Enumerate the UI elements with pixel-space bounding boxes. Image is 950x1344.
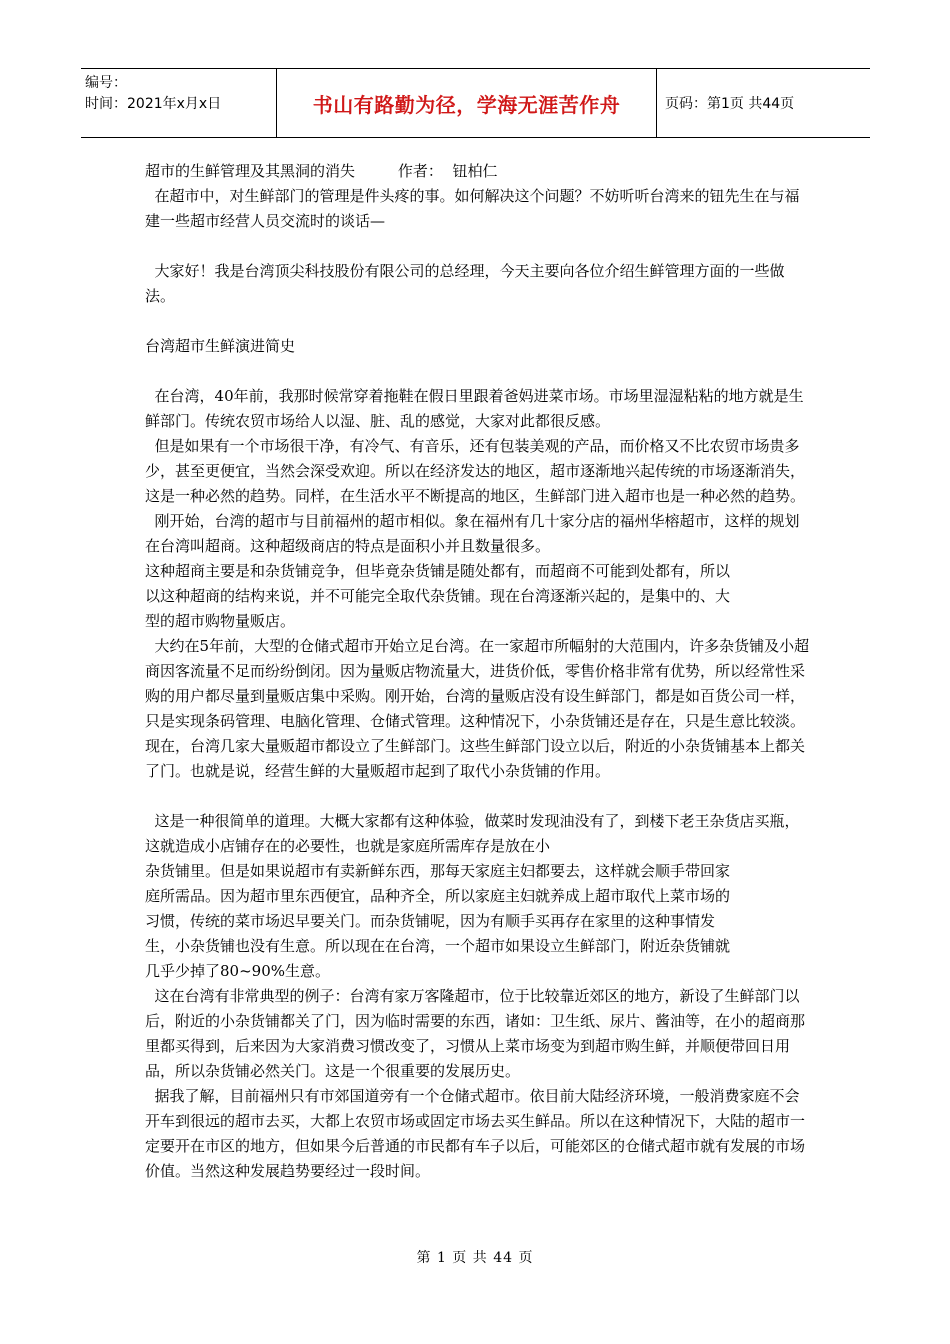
header-meta — [81, 69, 277, 137]
paragraph: 刚开始，台湾的超市与目前福州的超市相似。象在福州有几十家分店的福州华榕超市，这样的规划在台湾叫超商。这种超级商店的特点是面积小并且数量很多。 — [145, 512, 800, 555]
article-body — [145, 159, 810, 1184]
page-header — [81, 68, 870, 138]
document-time-label: 时间：2021年x月x日 — [85, 96, 222, 112]
paragraph-intro: 在超市中，对生鲜部门的管理是件头疼的事。如何解决这个问题？不妨听听台湾来的钮先生在与福建一些超市经营人员交流时的谈话— — [145, 187, 800, 230]
paragraph: 但是如果有一个市场很干净，有冷气、有音乐，还有包装美观的产品，而价格又不比农贸市场贵多少，甚至更便宜，当然会深受欢迎。所以在经济发达的地区，超市逐渐地兴起传统的市场逐渐消失，这是一种必然的趋势。同样，在生活水平不断提高的地区，生鲜部门进入超市也是一种必然的趋势。 — [145, 437, 806, 505]
paragraph: 在台湾，40年前，我那时候常穿着拖鞋在假日里跟着爸妈进菜市场。市场里湿湿粘粘的地方就是生鲜部门。传统农贸市场给人以湿、脏、乱的感觉，大家对此都很反感。 — [145, 387, 804, 430]
article-title-line: 超市的生鲜管理及其黑洞的消失 作者： 钮柏仁 — [145, 162, 498, 180]
header-page-number: 页码：第1页 共44页 — [665, 96, 795, 112]
paragraph: 大约在5年前，大型的仓储式超市开始立足台湾。在一家超市所幅射的大范围内，许多杂货铺及小超商因客流量不足而纷纷倒闭。因为量贩店物流量大，进货价低，零售价格非常有优势，所以经常性采购的用户都尽量到量贩店集中采购。刚开始，台湾的量贩店没有设生鲜部门，都是如百货公司一样，只是实现条码管理、电脑化管理、仓储式管理。这种情况下，小杂货铺还是存在，只是生意比较淡。现在，台湾几家大量贩超市都设立了生鲜部门。这些生鲜部门设立以后，附近的小杂货铺基本上都关了门。也就是说，经营生鲜的大量贩超市起到了取代小杂货铺的作用。 — [145, 637, 810, 780]
paragraph: 这在台湾有非常典型的例子：台湾有家万客隆超市，位于比较靠近郊区的地方，新设了生鲜部门以后，附近的小杂货铺都关了门，因为临时需要的东西，诸如：卫生纸、尿片、酱油等，在小的超商那里都买得到，后来因为大家消费习惯改变了，习惯从上菜市场变为到超市购生鲜，并顺便带回日用品，所以杂货铺必然关门。这是一个很重要的发展历史。 — [145, 987, 806, 1080]
paragraph: 据我了解，目前福州只有市郊国道旁有一个仓储式超市。依目前大陆经济环境，一般消费家庭不会开车到很远的超市去买，大都上农贸市场或固定市场去买生鲜品。所以在这种情况下，大陆的超市一定要开在市区的地方，但如果今后普通的市民都有车子以后，可能郊区的仓储式超市就有发展的市场价值。当然这种发展趋势要经过一段时间。 — [145, 1087, 806, 1180]
document-number-label: 编号： — [85, 75, 127, 91]
paragraph: 这种超商主要是和杂货铺竞争，但毕竟杂货铺是随处都有，而超商不可能到处都有，所以以这种超商的结构来说，并不可能完全取代杂货铺。现在台湾逐渐兴起的，是集中的、大型的超市购物量贩店。 — [145, 562, 731, 630]
header-motto: 书山有路勤为径，学海无涯苦作舟 — [277, 69, 657, 137]
paragraph-greeting: 大家好！我是台湾顶尖科技股份有限公司的总经理，今天主要向各位介绍生鲜管理方面的一些做法。 — [145, 262, 785, 305]
page-footer: 第 1 页 共 44 页 — [416, 1250, 534, 1266]
paragraph: 这是一种很简单的道理。大概大家都有这种体验，做菜时发现油没有了，到楼下老王杂货店买瓶，这就造成小店铺存在的必要性，也就是家庭所需库存是放在小 — [145, 812, 800, 855]
section-heading: 台湾超市生鲜演进简史 — [145, 337, 296, 355]
paragraph: 杂货铺里。但是如果说超市有卖新鲜东西，那每天家庭主妇都要去，这样就会顺手带回家庭所需品。因为超市里东西便宜，品种齐全，所以家庭主妇就养成上超市取代上菜市场的习惯，传统的菜市场迟早要关门。而杂货铺呢，因为有顺手买再存在家里的这种事情发生，小杂货铺也没有生意。所以现在在台湾，一个超市如果设立生鲜部门，附近杂货铺就几乎少掉了80~90%生意。 — [145, 862, 731, 980]
